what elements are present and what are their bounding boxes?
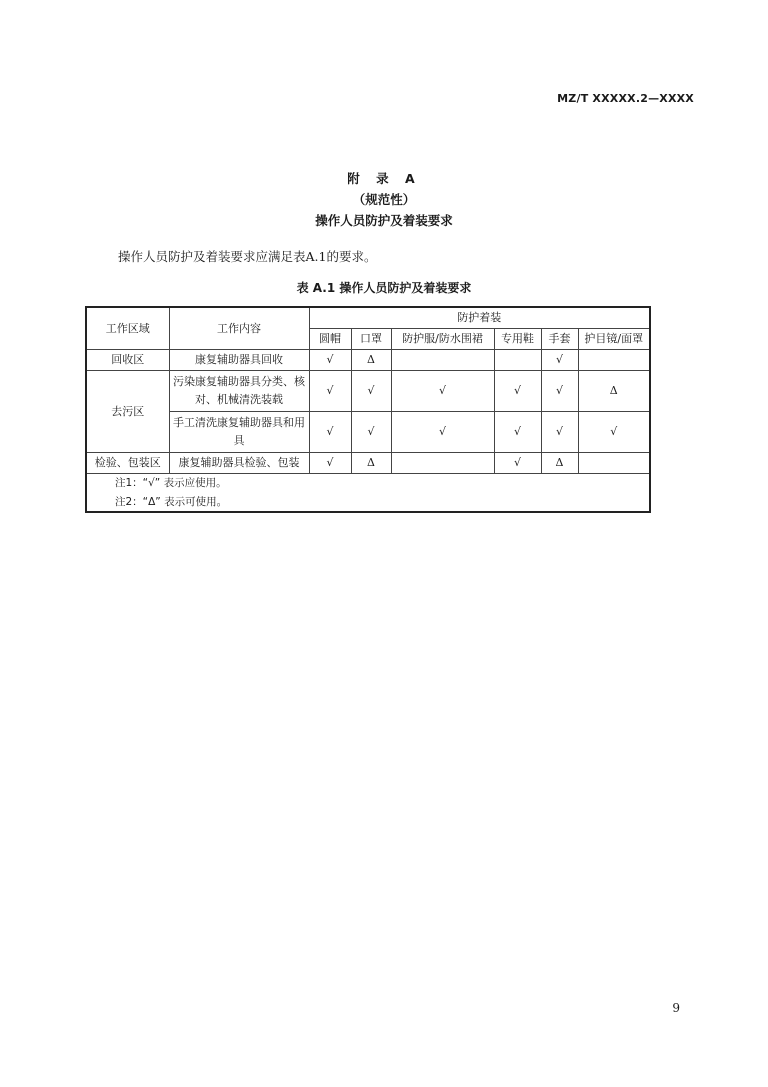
mark-cell bbox=[391, 453, 494, 474]
mark-cell: Δ bbox=[351, 350, 391, 371]
content-cell: 康复辅助器具检验、包装 bbox=[169, 453, 309, 474]
mark-cell: √ bbox=[351, 371, 391, 412]
content-cell: 康复辅助器具回收 bbox=[169, 350, 309, 371]
mark-cell: √ bbox=[541, 350, 578, 371]
area-cell: 回收区 bbox=[86, 350, 169, 371]
table-caption: 表 A.1 操作人员防护及着装要求 bbox=[296, 281, 472, 295]
area-cell: 去污区 bbox=[86, 371, 169, 453]
mark-cell: √ bbox=[494, 412, 541, 453]
table-row bbox=[86, 412, 650, 453]
header-area: 工作区域 bbox=[86, 307, 169, 350]
appendix-subject: 操作人员防护及着装要求 bbox=[315, 213, 453, 228]
content-cell: 污染康复辅助器具分类、核对、机械清洗装载 bbox=[169, 371, 309, 412]
note-2: 注2：“Δ” 表示可使用。 bbox=[86, 493, 650, 512]
mark-cell: √ bbox=[391, 412, 494, 453]
header-content: 工作内容 bbox=[169, 307, 309, 350]
table-row bbox=[86, 453, 650, 474]
mark-cell: Δ bbox=[351, 453, 391, 474]
requirements-table bbox=[85, 306, 651, 513]
mark-cell: √ bbox=[309, 412, 351, 453]
content-cell: 手工清洗康复辅助器具和用具 bbox=[169, 412, 309, 453]
header-item-gloves: 手套 bbox=[541, 329, 578, 350]
header-item-mask: 口罩 bbox=[351, 329, 391, 350]
header-item-cap: 圆帽 bbox=[309, 329, 351, 350]
note-row bbox=[86, 493, 650, 512]
mark-cell: √ bbox=[541, 412, 578, 453]
mark-cell: Δ bbox=[541, 453, 578, 474]
mark-cell: √ bbox=[494, 371, 541, 412]
note-1: 注1：“√” 表示应使用。 bbox=[86, 474, 650, 493]
mark-cell bbox=[578, 350, 650, 371]
mark-cell: √ bbox=[391, 371, 494, 412]
note-row bbox=[86, 474, 650, 493]
mark-cell: √ bbox=[494, 453, 541, 474]
mark-cell bbox=[391, 350, 494, 371]
table-row bbox=[86, 350, 650, 371]
header-item-gown: 防护服/防水围裙 bbox=[391, 329, 494, 350]
appendix-nature: （规范性） bbox=[352, 192, 416, 207]
header-item-goggles: 护目镜/面罩 bbox=[578, 329, 650, 350]
intro-paragraph: 操作人员防护及着装要求应满足表A.1的要求。 bbox=[118, 249, 377, 264]
table-row bbox=[86, 371, 650, 412]
header-protection: 防护着装 bbox=[309, 307, 650, 329]
mark-cell: √ bbox=[541, 371, 578, 412]
mark-cell bbox=[578, 453, 650, 474]
header-item-shoes: 专用鞋 bbox=[494, 329, 541, 350]
mark-cell: Δ bbox=[578, 371, 650, 412]
mark-cell: √ bbox=[351, 412, 391, 453]
appendix-title: 附 录 A bbox=[347, 171, 421, 186]
mark-cell: √ bbox=[309, 371, 351, 412]
mark-cell: √ bbox=[578, 412, 650, 453]
page-number: 9 bbox=[672, 1001, 680, 1015]
mark-cell bbox=[494, 350, 541, 371]
mark-cell: √ bbox=[309, 350, 351, 371]
standard-code: MZ/T XXXXX.2—XXXX bbox=[557, 92, 694, 105]
area-cell: 检验、包装区 bbox=[86, 453, 169, 474]
mark-cell: √ bbox=[309, 453, 351, 474]
